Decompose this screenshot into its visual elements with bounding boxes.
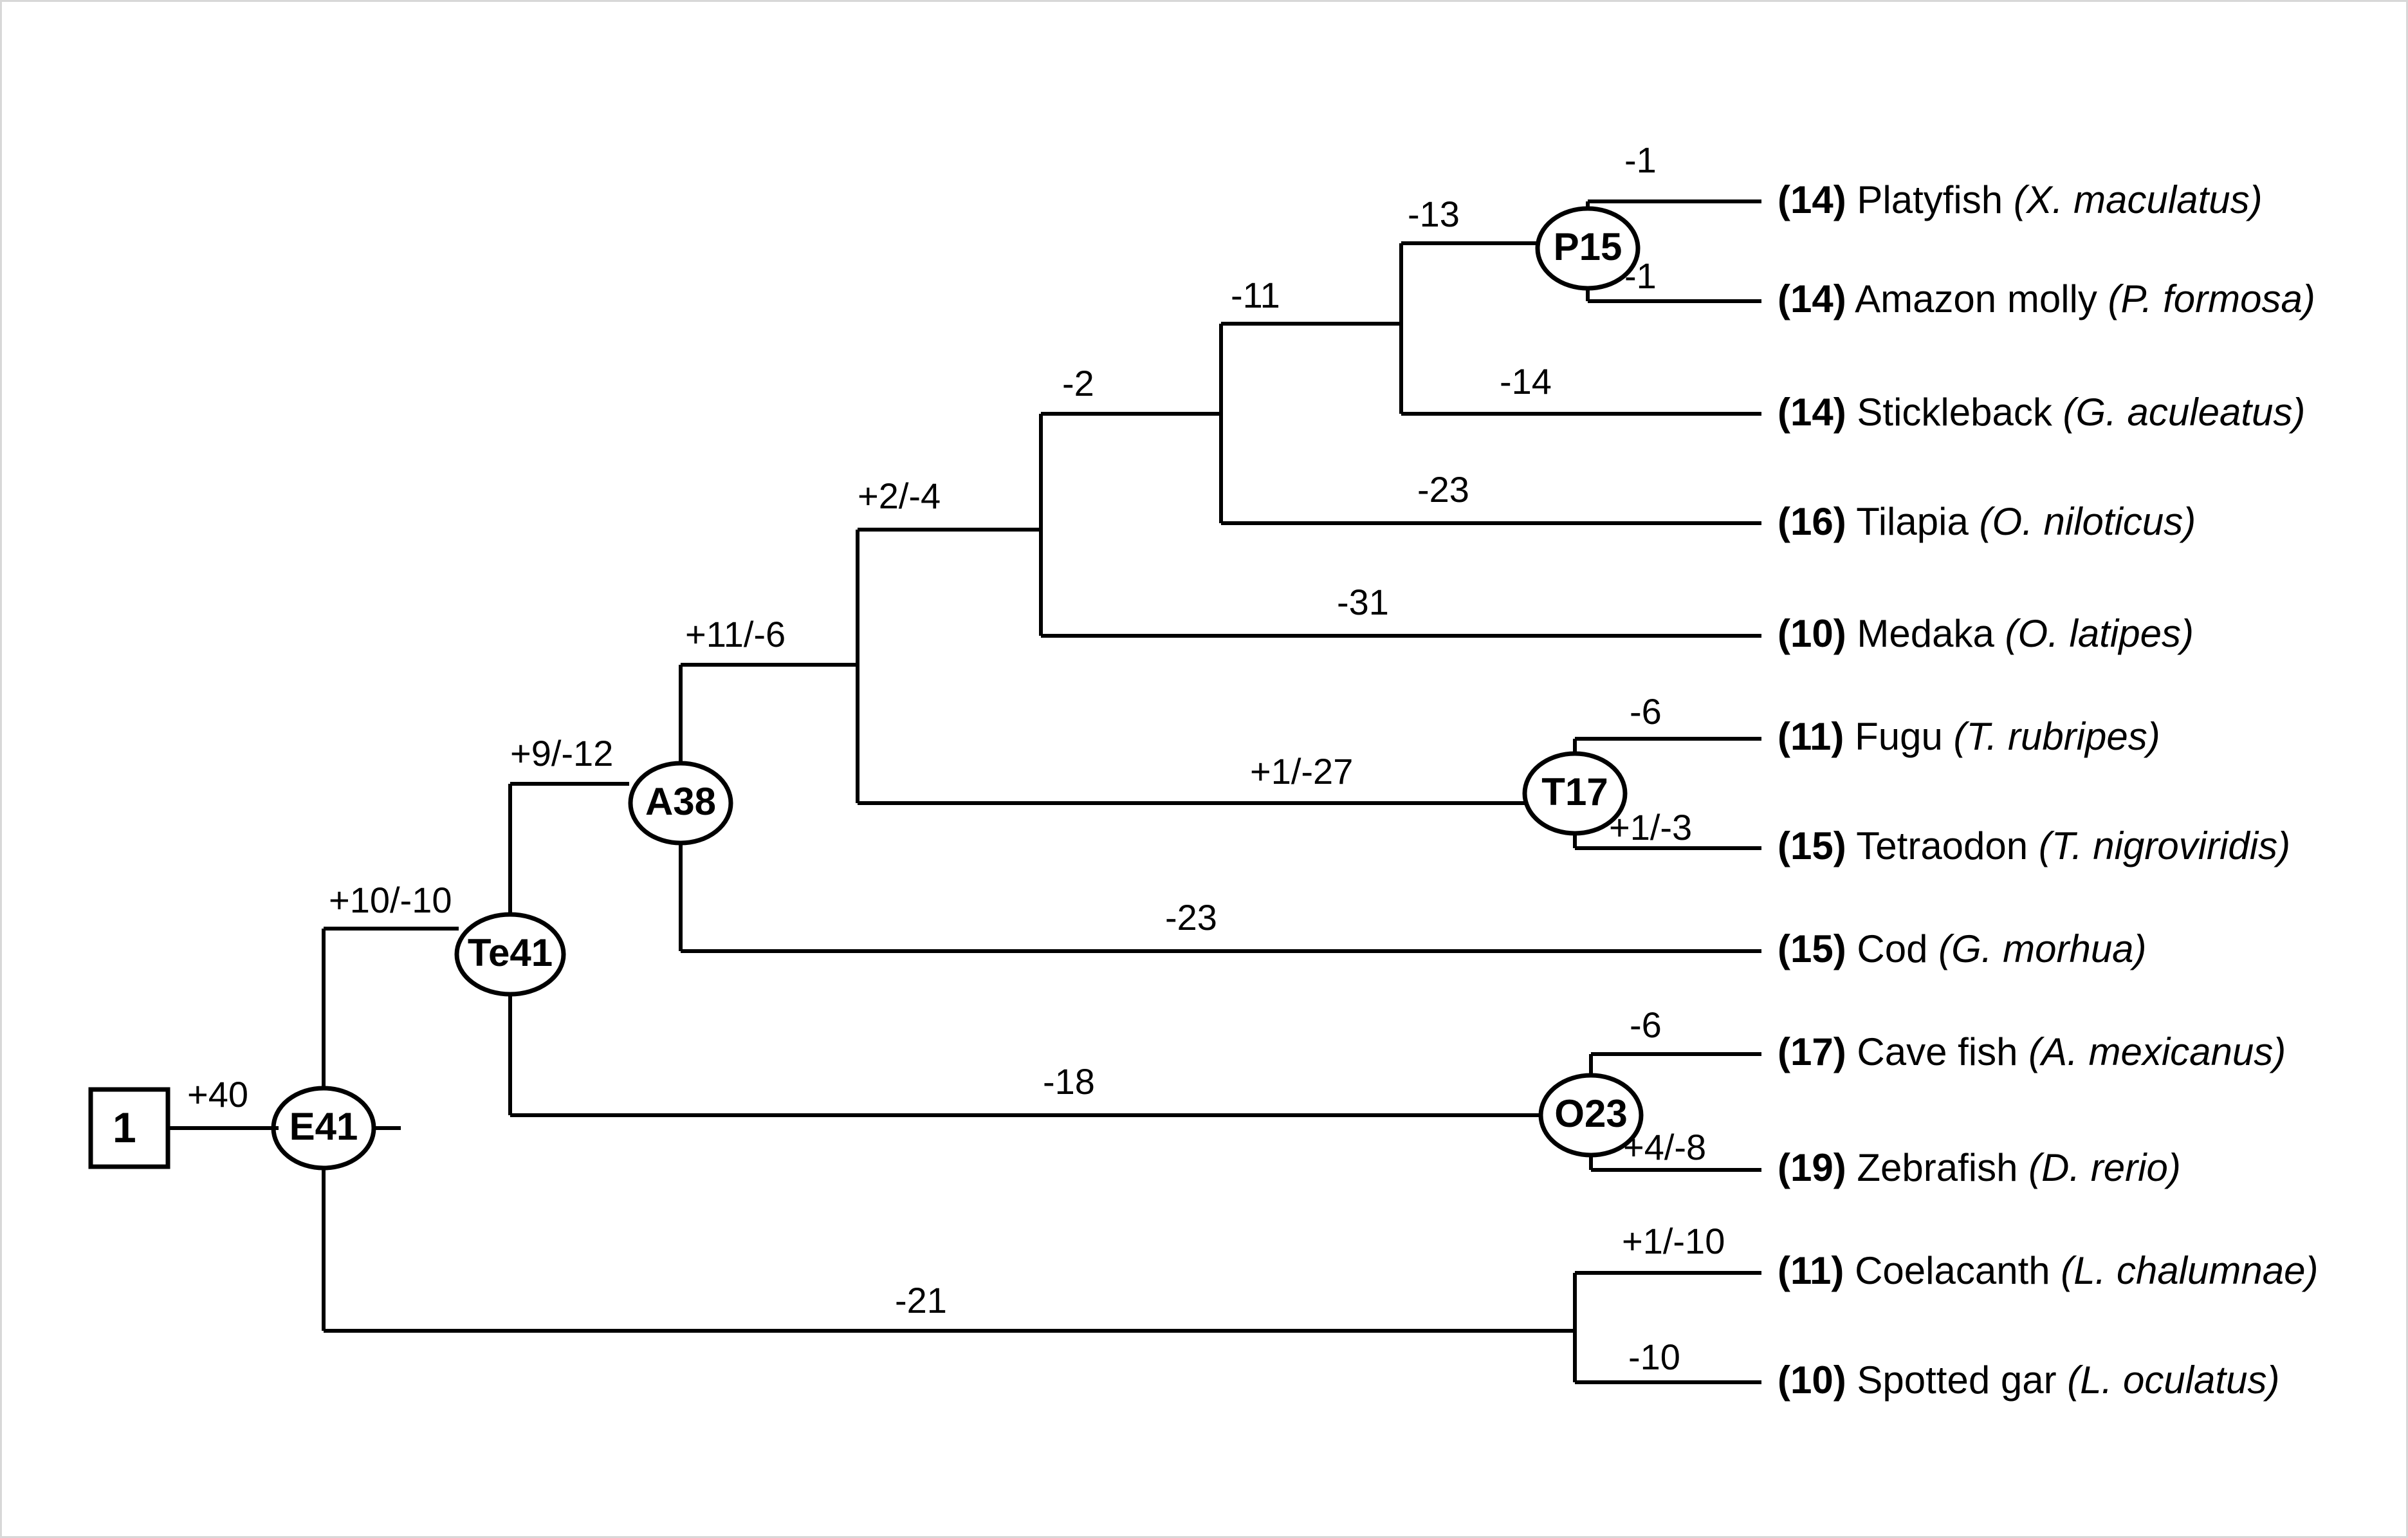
taxon-fugu xyxy=(1778,715,2160,758)
taxon-stickleback-count: (14) xyxy=(1778,391,1846,434)
taxon-medaka-species: (O. latipes) xyxy=(2005,612,2194,655)
taxon-fugu-count: (11) xyxy=(1778,715,1844,758)
taxon-spotted-gar-count: (10) xyxy=(1778,1358,1846,1402)
taxon-cave-fish xyxy=(1778,1030,2286,1073)
taxon-cod-species: (G. morhua) xyxy=(1938,927,2147,970)
edge-label-basal-to-spotted-gar: -10 xyxy=(1628,1337,1680,1377)
edge-label-percomorph-to-clade: +2/-4 xyxy=(858,476,941,516)
taxon-cave-fish-count: (17) xyxy=(1778,1030,1846,1073)
taxon-amazon-molly-count: (14) xyxy=(1778,277,1846,320)
taxon-tetraodon-count: (15) xyxy=(1778,824,1846,867)
taxon-stickleback-species: (G. aculeatus) xyxy=(2063,391,2306,434)
root-box-label: 1 xyxy=(113,1104,136,1151)
edge-label-root-to-e41: +40 xyxy=(187,1074,248,1115)
taxon-amazon-molly-common: Amazon molly xyxy=(1855,277,2097,320)
edge-label-p15-to-amazon-molly: -1 xyxy=(1624,255,1657,296)
edge-label-percomorph-to-t17: +1/-27 xyxy=(1250,751,1354,792)
taxon-medaka xyxy=(1778,612,2194,655)
edge-label-e41-to-basal: -21 xyxy=(895,1280,947,1320)
taxon-tetraodon-species: (T. nigroviridis) xyxy=(2038,824,2291,867)
edge-label-t17-to-tetraodon: +1/-3 xyxy=(1609,807,1693,848)
taxon-tetraodon-common: Tetraodon xyxy=(1856,824,2028,867)
taxon-tilapia-count: (16) xyxy=(1778,500,1846,543)
taxon-platyfish-count: (14) xyxy=(1778,178,1846,221)
taxon-stickleback-common: Stickleback xyxy=(1857,391,2052,434)
taxon-fugu-common: Fugu xyxy=(1855,715,1943,758)
taxon-cave-fish-common: Cave fish xyxy=(1857,1030,2018,1073)
taxon-zebrafish-count: (19) xyxy=(1778,1146,1846,1189)
edge-label-basal-to-coelacanth: +1/-10 xyxy=(1622,1221,1725,1261)
taxon-platyfish-common: Platyfish xyxy=(1857,178,2003,221)
edge-label-node2-to-node11: -11 xyxy=(1231,275,1280,315)
taxon-zebrafish-common: Zebrafish xyxy=(1857,1146,2018,1189)
edge-label-te41-to-a38: +9/-12 xyxy=(510,733,614,774)
node-Te41-label: Te41 xyxy=(467,931,553,974)
node-A38-label: A38 xyxy=(645,780,717,823)
edge-label-clade-to-node2: -2 xyxy=(1062,363,1094,403)
edge-label-node2-to-tilapia: -23 xyxy=(1417,469,1469,510)
taxon-spotted-gar-common: Spotted gar xyxy=(1857,1358,2057,1402)
taxon-amazon-molly-species: (P. formosa) xyxy=(2108,277,2315,320)
tree-skeleton xyxy=(2,2,2408,1538)
taxon-coelacanth-count: (11) xyxy=(1778,1249,1844,1292)
node-E41-label: E41 xyxy=(289,1105,358,1148)
taxon-cod-count: (15) xyxy=(1778,927,1846,970)
edge-label-clade-to-medaka: -31 xyxy=(1337,582,1389,622)
edge-label-a38-to-cod: -23 xyxy=(1165,897,1217,938)
edge-label-node11-to-stickleback: -14 xyxy=(1500,361,1552,402)
edge-label-e41-to-te41: +10/-10 xyxy=(329,880,452,920)
taxon-stickleback xyxy=(1778,393,2305,432)
node-O23-label: O23 xyxy=(1554,1092,1628,1135)
edge-label-a38-to-percomorph: +11/-6 xyxy=(685,614,786,654)
taxon-coelacanth-species: (L. chalumnae) xyxy=(2061,1249,2319,1292)
taxon-zebrafish xyxy=(1778,1146,2181,1189)
taxon-tilapia xyxy=(1778,500,2196,543)
edge-label-p15-to-platyfish: -1 xyxy=(1624,140,1657,180)
taxon-coelacanth xyxy=(1778,1249,2319,1292)
taxon-amazon-molly xyxy=(1778,277,2315,320)
taxon-tilapia-common: Tilapia xyxy=(1856,500,1969,543)
taxon-medaka-common: Medaka xyxy=(1857,612,1994,655)
edge-label-o23-to-zebrafish: +4/-8 xyxy=(1623,1127,1707,1167)
taxon-cave-fish-species: (A. mexicanus) xyxy=(2028,1030,2286,1073)
taxon-cod-common: Cod xyxy=(1857,927,1928,970)
taxon-spotted-gar-species: (L. oculatus) xyxy=(2067,1358,2280,1402)
taxon-cod xyxy=(1778,927,2147,970)
taxon-tetraodon xyxy=(1778,824,2291,867)
taxon-zebrafish-species: (D. rerio) xyxy=(2028,1146,2181,1189)
edge-label-te41-to-o23: -18 xyxy=(1043,1061,1095,1102)
taxon-fugu-species: (T. rubripes) xyxy=(1953,715,2160,758)
taxon-tilapia-species: (O. niloticus) xyxy=(1979,500,2196,543)
edge-label-o23-to-cave-fish: -6 xyxy=(1630,1005,1662,1045)
taxon-platyfish xyxy=(1778,178,2263,221)
taxon-medaka-count: (10) xyxy=(1778,612,1846,655)
taxon-platyfish-species: (X. maculatus) xyxy=(2013,178,2263,221)
node-T17-label: T17 xyxy=(1541,770,1608,813)
edge-label-t17-to-fugu: -6 xyxy=(1630,691,1662,732)
edge-label-node11-to-p15: -13 xyxy=(1408,194,1460,234)
taxon-coelacanth-common: Coelacanth xyxy=(1855,1249,2050,1292)
taxon-spotted-gar xyxy=(1778,1358,2280,1402)
node-P15-label: P15 xyxy=(1553,225,1622,268)
